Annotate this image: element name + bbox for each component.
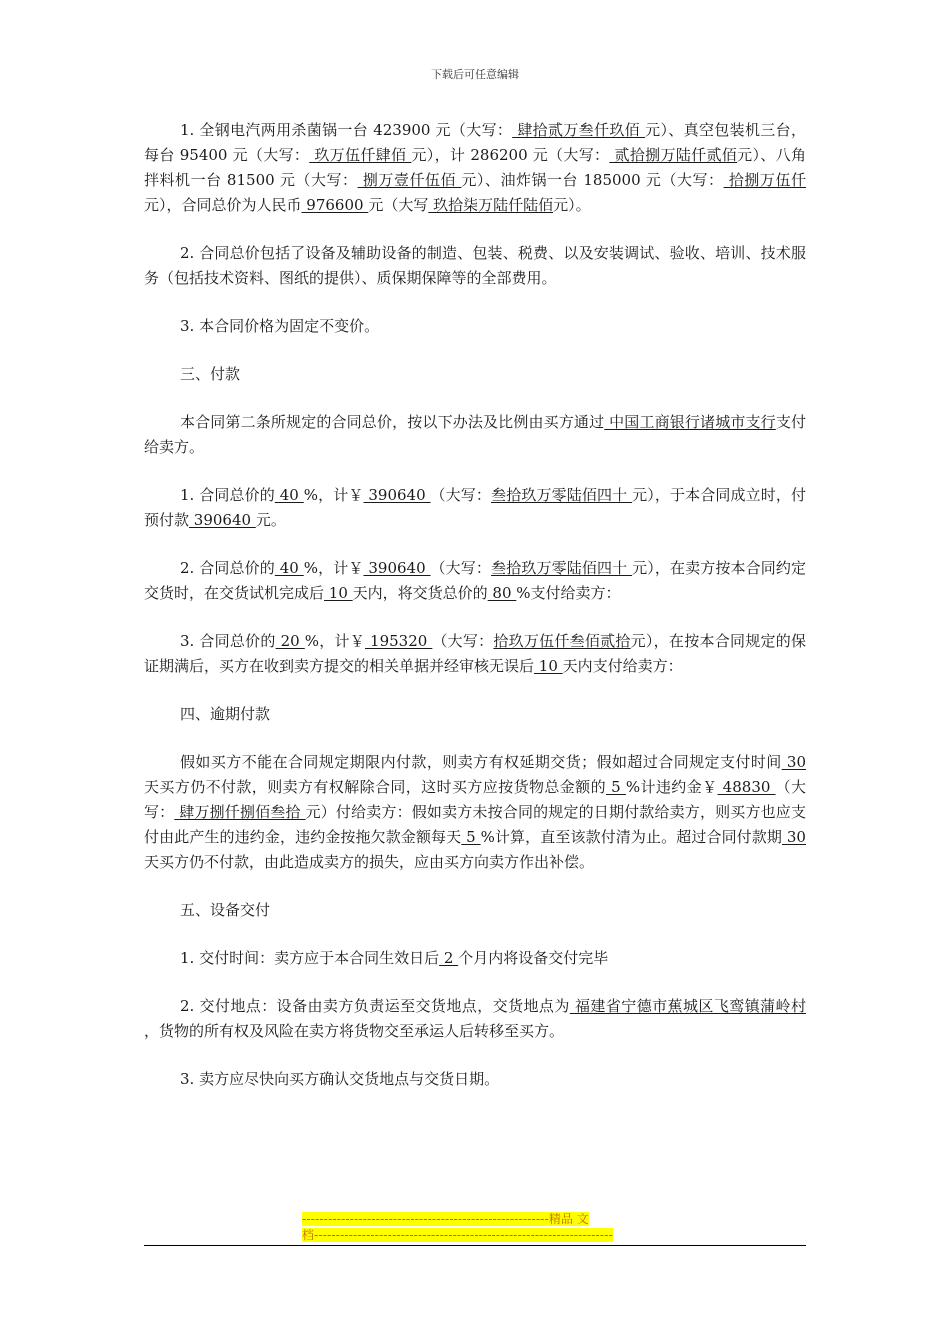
text: 元）付给卖方：假如卖方未按合同的规定的日期付款给卖方，则买方也应支付由此产生的违约金，违约金按拖欠款金额每天 (144, 803, 806, 846)
text: 支付给卖方。 (144, 413, 806, 456)
filled-blank: 捌万壹仟伍佰 (357, 171, 462, 189)
paragraph-11: 3. 卖方应尽快向买方确认交货地点与交货日期。 (180, 1070, 500, 1088)
text: 天内支付给卖方： (562, 657, 683, 675)
footer-line-1: ---------------------------------------------------------精品 文 (302, 1212, 589, 1226)
text: %，计￥ (303, 559, 364, 577)
text: （大写： (430, 559, 492, 577)
filled-blank: 390640 (189, 511, 256, 529)
paragraph-1 (144, 118, 806, 218)
text: 1. 合同总价的 (180, 486, 275, 504)
paragraph-8 (144, 750, 806, 875)
text: 2. 合同总价的 (180, 559, 275, 577)
text: 1. 交付时间：卖方应于本合同生效日后 (180, 949, 440, 967)
text: 元（大写 (368, 196, 429, 214)
filled-blank: 40 (274, 486, 304, 504)
filled-blank: 390640 (363, 486, 431, 504)
filled-blank: 叁拾玖万零陆佰四十 (491, 486, 633, 504)
paragraph-2: 2. 合同总价包括了设备及辅助设备的制造、包装、税费、以及安装调试、验收、培训、技术服务（包括技术资料、图纸的提供）、质保期保障等的全部费用。 (144, 244, 806, 287)
paragraph-3: 3. 本合同价格为固定不变价。 (180, 317, 380, 335)
text: 天买方仍不付款，由此造成卖方的损失，应由买方向卖方作出补偿。 (144, 853, 595, 871)
text: %，计￥ (303, 486, 364, 504)
paragraph-7 (144, 629, 806, 679)
filled-blank: 肆拾贰万叁仟玖佰 (512, 121, 646, 139)
paragraph-6 (144, 556, 806, 606)
text: ，货物的所有权及风险在卖方将货物交至承运人后转移至买方。 (144, 1022, 565, 1040)
text: 假如买方不能在合同规定期限内付款，则卖方有权延期交货；假如超过合同规定支付时间 (180, 753, 782, 771)
footer-banner (302, 1211, 652, 1243)
text: 天内，将交货总价的 (352, 584, 488, 602)
filled-blank: 30 (782, 828, 806, 846)
text: 元）、油炸锅一台 185000 元（大写： (461, 171, 724, 189)
filled-blank: 10 (324, 584, 353, 602)
document-body (144, 118, 806, 1092)
filled-blank: 拾捌万伍仟 (723, 171, 806, 189)
filled-blank: 976600 (301, 196, 369, 214)
text: 元），在按本合同规定的保证期满后，买方在收到卖方提交的相关单据并经审核无误后 (144, 632, 806, 675)
filled-blank: 玖万伍仟肆佰 (309, 146, 412, 164)
text: %支付给卖方： (516, 584, 621, 602)
text: 本合同第二条所规定的合同总价，按以下办法及比例由买方通过 (180, 413, 605, 431)
text: （大写： (432, 632, 494, 650)
filled-blank: 拾玖万伍仟叁佰贰拾 (493, 632, 631, 650)
text: 2. 交付地点：设备由卖方负责运至交货地点，交货地点为 (180, 997, 570, 1015)
text: 元）、真空包装机三台，每台 95400 元（大写： (144, 121, 806, 164)
section-heading-3: 三、付款 (180, 365, 241, 383)
page-header: 下载后可任意编辑 (431, 68, 519, 81)
filled-blank: 48830 (717, 778, 776, 796)
text: 3. 合同总价的 (180, 632, 276, 650)
text: 天买方仍不付款，则卖方有权解除合同，这时买方应按货物总金额的 (144, 778, 606, 796)
filled-blank: 玖拾柒万陆仟陆佰 (428, 196, 554, 214)
filled-blank: 5 (461, 828, 481, 846)
filled-blank: 叁拾玖万零陆佰四十 (491, 559, 633, 577)
text: 元），于本合同成立时，付预付款 (144, 486, 806, 529)
text: 元）、八角拌料机一台 81500 元（大写： (144, 146, 806, 189)
filled-blank: 40 (274, 559, 304, 577)
filled-blank: 10 (534, 657, 563, 675)
filled-blank: 30 (781, 753, 806, 771)
filled-blank: 福建省宁德市蕉城区飞鸾镇蒲岭村 (569, 997, 806, 1015)
text: %计违约金￥ (625, 778, 718, 796)
text: %，计￥ (304, 632, 366, 650)
text: %计算，直至该款付清为止。超过合同付款期 (480, 828, 782, 846)
text: 元），合同总价为人民币 (144, 196, 302, 214)
text: 元），计 286200 元（大写： (411, 146, 610, 164)
filled-blank: 肆万捌仟捌佰叁拾 (174, 803, 306, 821)
filled-blank: 20 (275, 632, 305, 650)
text: 元。 (255, 511, 286, 529)
filled-blank: 80 (487, 584, 517, 602)
filled-blank: 中国工商银行诸城市支行 (604, 413, 776, 431)
paragraph-10 (144, 994, 806, 1044)
filled-blank: 195320 (365, 632, 433, 650)
section-heading-4: 四、逾期付款 (180, 705, 271, 723)
text: （大写： (430, 486, 492, 504)
text: 元）。 (553, 196, 591, 214)
paragraph-5 (144, 483, 806, 533)
text: 元），在卖方按本合同约定交货时，在交货试机完成后 (144, 559, 806, 602)
text: 个月内将设备交付完毕 (458, 949, 609, 967)
text: （大写： (144, 778, 806, 821)
filled-blank: 5 (605, 778, 626, 796)
filled-blank: 2 (439, 949, 459, 967)
filled-blank: 贰拾捌万陆仟贰佰 (609, 146, 738, 164)
footer-rule (144, 1245, 806, 1246)
filled-blank: 390640 (363, 559, 431, 577)
footer-line-2: 档--------------------------------------------------------------------- (302, 1228, 613, 1242)
section-heading-5: 五、设备交付 (180, 901, 271, 919)
paragraph-4 (144, 410, 806, 460)
text: 1. 全钢电汽两用杀菌锅一台 423900 元（大写： (180, 121, 513, 139)
paragraph-9 (144, 946, 806, 971)
